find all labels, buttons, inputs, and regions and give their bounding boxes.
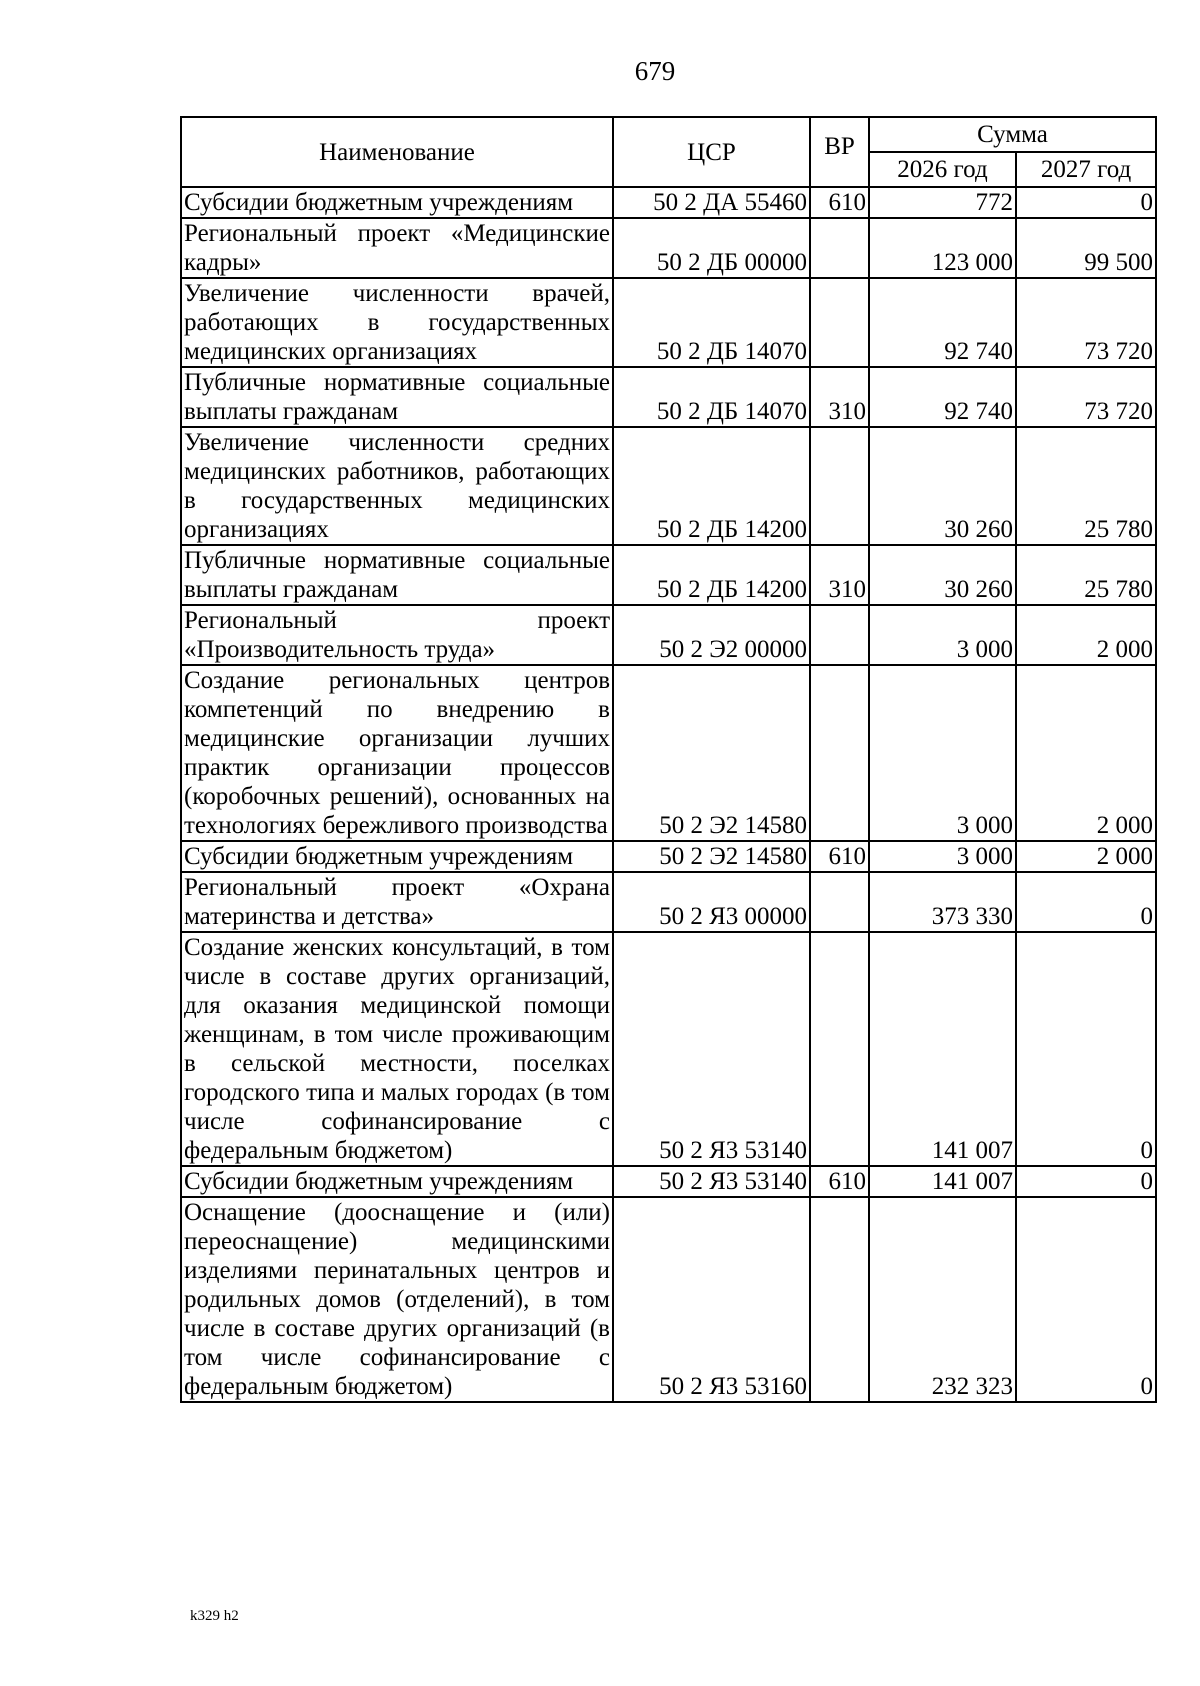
row-name: Создание региональных центров компетенций по внедрению в медицинские организации лучших практик организации процессов (коробочных решений), основанных на технологиях бережливого производства [181,665,613,841]
row-amount-2027: 0 [1016,187,1156,218]
row-amount-2026: 3 000 [869,665,1016,841]
row-amount-2027: 2 000 [1016,605,1156,665]
row-csr: 50 2 ДБ 14070 [613,278,810,367]
row-csr: 50 2 ДА 55460 [613,187,810,218]
row-amount-2027: 73 720 [1016,278,1156,367]
row-amount-2027: 99 500 [1016,218,1156,278]
row-amount-2027: 73 720 [1016,367,1156,427]
row-csr: 50 2 Э2 00000 [613,605,810,665]
row-name: Увеличение численности врачей, работающих в государственных медицинских организациях [181,278,613,367]
table-row [181,427,1156,545]
header-csr: ЦСР [613,117,810,187]
row-amount-2026: 232 323 [869,1197,1016,1402]
table-row [181,1197,1156,1402]
row-amount-2026: 30 260 [869,427,1016,545]
header-year-2026: 2026 год [869,152,1016,187]
row-name: Публичные нормативные социальные выплаты гражданам [181,367,613,427]
row-csr: 50 2 Я3 00000 [613,872,810,932]
row-vr [810,872,869,932]
row-vr: 610 [810,187,869,218]
row-amount-2026: 373 330 [869,872,1016,932]
row-vr [810,218,869,278]
table-row [181,278,1156,367]
table-row [181,665,1156,841]
row-vr [810,932,869,1166]
row-vr: 610 [810,1166,869,1197]
row-amount-2026: 30 260 [869,545,1016,605]
row-csr: 50 2 ДБ 14200 [613,545,810,605]
table-row [181,545,1156,605]
row-csr: 50 2 Э2 14580 [613,841,810,872]
header-sum: Сумма [869,117,1156,152]
row-amount-2027: 0 [1016,872,1156,932]
row-amount-2026: 123 000 [869,218,1016,278]
row-vr [810,605,869,665]
row-vr [810,427,869,545]
row-csr: 50 2 ДБ 14200 [613,427,810,545]
row-amount-2026: 141 007 [869,1166,1016,1197]
row-amount-2026: 3 000 [869,605,1016,665]
table-row [181,367,1156,427]
row-amount-2026: 92 740 [869,278,1016,367]
row-csr: 50 2 Я3 53140 [613,932,810,1166]
table-row [181,1166,1156,1197]
table-row [181,841,1156,872]
row-name: Субсидии бюджетным учреждениям [181,187,613,218]
table-row [181,187,1156,218]
row-name: Региональный проект «Производительность труда» [181,605,613,665]
row-amount-2026: 3 000 [869,841,1016,872]
row-csr: 50 2 ДБ 00000 [613,218,810,278]
table-body [181,187,1156,1402]
table-row [181,218,1156,278]
row-vr: 310 [810,367,869,427]
row-name: Субсидии бюджетным учреждениям [181,841,613,872]
table-header [181,117,1156,187]
budget-table [180,116,1157,1403]
row-amount-2026: 772 [869,187,1016,218]
row-csr: 50 2 Я3 53140 [613,1166,810,1197]
row-amount-2027: 2 000 [1016,665,1156,841]
row-amount-2027: 0 [1016,932,1156,1166]
row-csr: 50 2 ДБ 14070 [613,367,810,427]
row-name: Оснащение (дооснащение и (или) переоснащение) медицинскими изделиями перинатальных центров и родильных домов (отделений), в том числе в составе других организаций (в том числе софинансирование с федеральным бюджетом) [181,1197,613,1402]
header-name: Наименование [181,117,613,187]
row-vr [810,1197,869,1402]
footer-code: k329 h2 [190,1608,239,1624]
row-name: Субсидии бюджетным учреждениям [181,1166,613,1197]
row-vr [810,278,869,367]
row-name: Публичные нормативные социальные выплаты гражданам [181,545,613,605]
table-row [181,932,1156,1166]
row-amount-2027: 0 [1016,1166,1156,1197]
table-row [181,872,1156,932]
row-amount-2027: 0 [1016,1197,1156,1402]
row-amount-2026: 141 007 [869,932,1016,1166]
row-name: Увеличение численности средних медицинских работников, работающих в государственных медицинских организациях [181,427,613,545]
row-csr: 50 2 Я3 53160 [613,1197,810,1402]
row-name: Региональный проект «Охрана материнства и детства» [181,872,613,932]
header-year-2027: 2027 год [1016,152,1156,187]
row-name: Создание женских консультаций, в том числе в составе других организаций, для оказания медицинской помощи женщинам, в том числе проживающим в сельской местности, поселках городского типа и малых городах (в том числе софинансирование с федеральным бюджетом) [181,932,613,1166]
row-vr: 610 [810,841,869,872]
row-vr [810,665,869,841]
table-row [181,605,1156,665]
row-amount-2027: 25 780 [1016,545,1156,605]
row-vr: 310 [810,545,869,605]
page-number: 679 [634,56,676,86]
row-csr: 50 2 Э2 14580 [613,665,810,841]
row-amount-2026: 92 740 [869,367,1016,427]
header-vr: ВР [810,117,869,187]
row-name: Региональный проект «Медицинские кадры» [181,218,613,278]
row-amount-2027: 25 780 [1016,427,1156,545]
row-amount-2027: 2 000 [1016,841,1156,872]
